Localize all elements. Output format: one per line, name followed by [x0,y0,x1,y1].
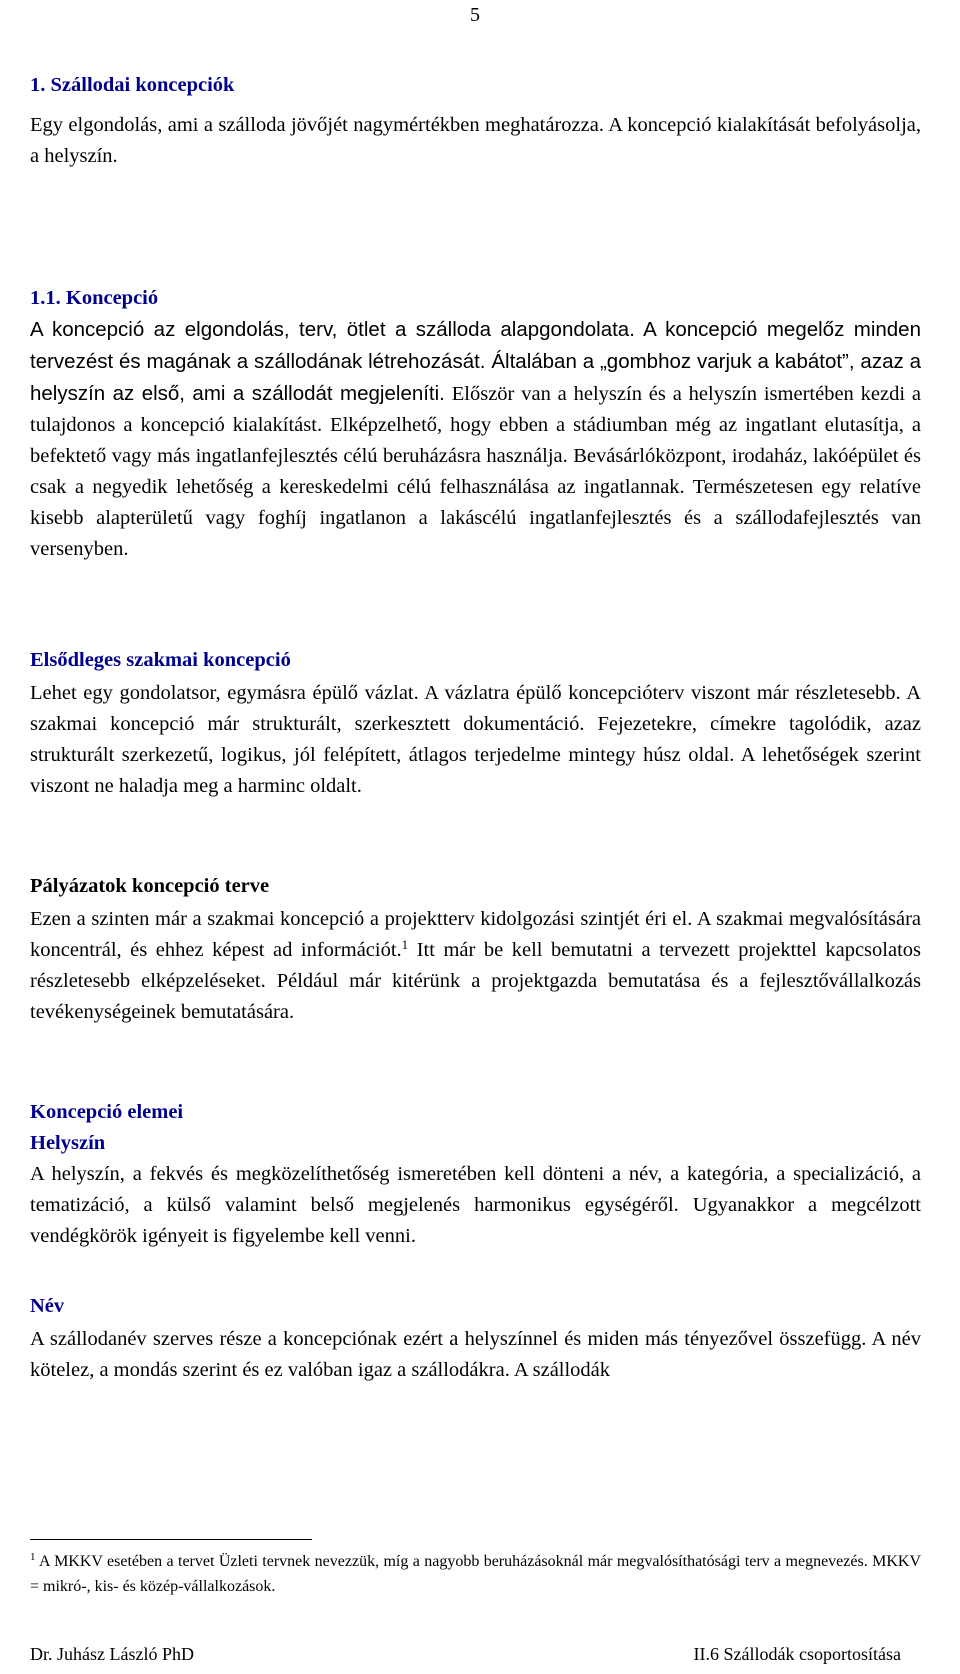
palyazatok-paragraph-part-2: Itt már be kell bemutatni a tervezett projekttel kapcsolatos részletesebb elképzeléseket. Például már kitérünk a projektgazda bemutatása és a fejlesztővállalkozás tevékenységeinek bemutatására. [30,939,921,1023]
section-1-1 [30,283,921,565]
nev-heading: Név [30,1295,65,1317]
section-1-heading: 1. Szállodai koncepciók [30,74,235,96]
elsodleges-paragraph: Lehet egy gondolatsor, egymásra épülő vázlat. A vázlatra épülő koncepcióterv viszont már részletesebb. A szakmai koncepció már strukturált, szerkesztett dokumentáció. Fejezetekre, címekre tagolódik, azaz strukturált szerkezetű, logikus, jól felépített, átlagos terjedelme mintegy húsz oldal. A lehetőségek szerint viszont ne haladja meg a harminc oldalt. [30,682,921,797]
footnote-text: A MKKV esetében a tervet Üzleti tervnek nevezzük, míg a nagyobb beruházásoknál már megvalósíthatósági terv a megnevezés. MKKV = mikró-, kis- és közép-vállalkozások. [30,1553,921,1595]
section-1-paragraph: Egy elgondolás, ami a szálloda jövőjét nagymértékben meghatározza. A koncepció kialakítását befolyásolja, a helyszín. [30,114,921,167]
section-palyazatok [30,871,921,1028]
footnote [30,1549,921,1599]
palyazatok-heading: Pályázatok koncepció terve [30,875,270,897]
footer-author: Dr. Juhász László PhD [30,1644,194,1664]
section-1-1-heading: 1.1. Koncepció [30,287,159,309]
elemek-heading: Koncepció elemei [30,1101,184,1123]
section-elsodleges [30,645,921,802]
helyszin-heading: Helyszín [30,1132,106,1154]
section-1-1-paragraph-part-1: A koncepció az elgondolás, terv, ötlet a szálloda alapgondolata. A koncepció megelőz minden tervezést és magának a szállodának létrehozását. Általában a „gombhoz varjuk a kabátot”, azaz a helyszín az első, ami a szállodát megjeleníti. [30,318,921,405]
section-1 [30,70,921,172]
footnote-marker: 1 [30,1551,36,1563]
page-number: 5 [470,4,480,26]
nev-paragraph: A szállodanév szerves része a koncepciónak ezért a helyszínnel és miden más tényezővel összefügg. A név kötelez, a mondás szerint és ez valóban igaz a szállodákra. A szállodák [30,1328,921,1381]
section-nev [30,1291,921,1386]
elsodleges-heading: Elsődleges szakmai koncepció [30,649,291,671]
section-1-1-paragraph [30,314,921,565]
footnote-divider [30,1539,312,1540]
helyszin-paragraph: A helyszín, a fekvés és megközelíthetőség ismeretében kell dönteni a név, a kategória, a specializáció, a tematizáció, a külső valamint belső megjelenés harmonikus egységéről. Ugyanakkor a megcélzott vendégkörök igényeit is figyelembe kell venni. [30,1163,921,1247]
section-1-1-paragraph-part-2: Először van a helyszín és a helyszín ismertében kezdi a tulajdonos a koncepció kialakítást. Elképzelhető, hogy ebben a stádiumban még az ingatlant elutasítja, a befektető vagy más ingatlanfejlesztés célú beruházásra használja. Bevásárlóközpont, irodaház, lakóépület és csak a negyedik lehetőség a kereskedelmi célú felhasználása az ingatlannak. Természetesen egy relatíve kisebb alapterületű vagy foghíj ingatlanon a lakáscélú ingatlanfejlesztés és a szállodafejlesztés van versenyben. [30,383,921,560]
palyazatok-paragraph-part-1: Ezen a szinten már a szakmai koncepció a projektterv kidolgozási szintjét éri el. A szakmai megvalósítására koncentrál, és ehhez képest ad információt. [30,908,921,961]
footnote-reference[interactable]: 1 [401,937,409,952]
footer-chapter: II.6 Szállodák csoportosítása [693,1644,901,1664]
palyazatok-paragraph [30,904,921,1028]
section-elemek [30,1097,921,1252]
